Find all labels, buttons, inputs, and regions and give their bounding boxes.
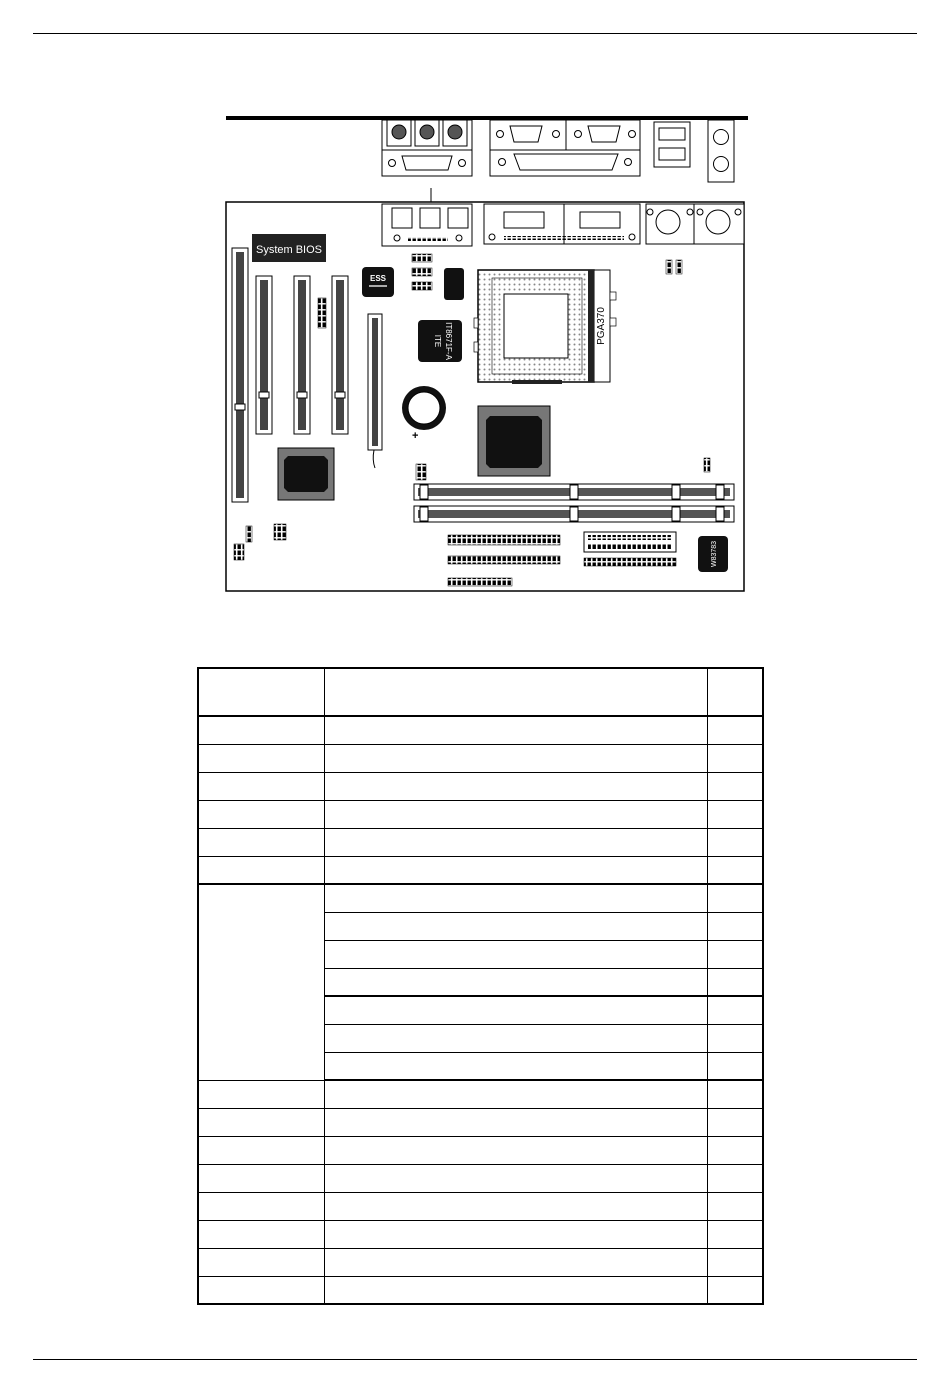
header-block [412, 254, 432, 262]
table-cell-function [324, 968, 707, 996]
system-bios-chip [252, 234, 326, 262]
bios-label: System BIOS [255, 244, 323, 256]
table-cell-connector [198, 1248, 324, 1276]
table-cell-page [707, 1220, 763, 1248]
small-chip [444, 268, 464, 300]
table-cell-connector [198, 1136, 324, 1164]
table-cell-function [324, 1024, 707, 1052]
table-cell-function [324, 1136, 707, 1164]
table-cell-function [324, 716, 707, 744]
table-row [198, 716, 763, 744]
table-cell-page [707, 1024, 763, 1052]
ide-connector [448, 556, 560, 564]
table-cell-page [707, 1192, 763, 1220]
table-cell-function [324, 1192, 707, 1220]
table-cell-page [707, 884, 763, 912]
table-cell-page [707, 744, 763, 772]
header-block [318, 298, 326, 328]
usb-ps2-board [646, 204, 744, 244]
serial-ports-board [484, 204, 640, 244]
table-cell-connector [198, 1164, 324, 1192]
table-cell-connector [198, 668, 324, 716]
table-row [198, 856, 763, 884]
south-bridge-chip [278, 448, 334, 500]
ps2-ports-rear [708, 120, 734, 182]
table-cell-page [707, 716, 763, 744]
audio-jacks-board [382, 204, 472, 246]
table-cell-function [324, 828, 707, 856]
table-cell-page [707, 1080, 763, 1108]
table-cell-connector [198, 772, 324, 800]
table-row [198, 744, 763, 772]
jumper [676, 260, 682, 274]
connector-table [197, 667, 764, 1305]
table-cell-page [707, 1164, 763, 1192]
table-cell-function [324, 772, 707, 800]
header-block [412, 282, 432, 290]
table-cell-function [324, 1276, 707, 1304]
table-cell-function [324, 668, 707, 716]
table-cell-page [707, 1108, 763, 1136]
table-row [198, 1164, 763, 1192]
table-cell-connector [198, 800, 324, 828]
battery-polarity-mark: + [412, 430, 419, 442]
header-rule [33, 33, 917, 34]
socket-label: PGA370 [596, 307, 607, 345]
table-header-row [198, 668, 763, 716]
connector-table-body [198, 668, 763, 1304]
table-cell-connector [198, 856, 324, 884]
io-chip-label-1: ITE [433, 334, 442, 348]
pci-slot [294, 276, 310, 434]
table-cell-function [324, 744, 707, 772]
north-bridge-chip [478, 406, 550, 476]
back-panel-bar [226, 116, 748, 120]
pci-slot [332, 276, 348, 434]
table-row [198, 1276, 763, 1304]
ide-connector [448, 535, 560, 545]
cpu-socket [474, 270, 616, 384]
table-cell-function [324, 884, 707, 912]
table-cell-page [707, 1052, 763, 1080]
table-row [198, 828, 763, 856]
audio-chip-label: ESS [369, 274, 387, 283]
audio-chip [362, 267, 394, 297]
dimm-slot [414, 506, 734, 522]
isa-slot [232, 248, 248, 502]
table-row [198, 1136, 763, 1164]
hw-monitor-label: W83783 [711, 540, 718, 568]
table-row [198, 1248, 763, 1276]
table-cell-page [707, 968, 763, 996]
table-cell-page [707, 828, 763, 856]
table-cell-function [324, 1164, 707, 1192]
table-row [198, 1220, 763, 1248]
agp-slot [368, 314, 382, 468]
table-cell-function [324, 1220, 707, 1248]
jumper [704, 458, 710, 472]
table-row [198, 1108, 763, 1136]
motherboard-layout-diagram [222, 112, 750, 596]
table-row [198, 1192, 763, 1220]
table-row [198, 1080, 763, 1108]
hardware-monitor-chip [698, 536, 728, 572]
header-block [412, 268, 432, 276]
dimm-slot [414, 484, 734, 500]
table-row [198, 884, 763, 912]
io-controller-chip [418, 320, 462, 362]
table-cell-function [324, 856, 707, 884]
table-cell-page [707, 1248, 763, 1276]
table-row [198, 800, 763, 828]
table-cell-connector [198, 716, 324, 744]
audio-jacks-rear [382, 120, 472, 150]
table-cell-page [707, 1276, 763, 1304]
floppy-connector [448, 578, 512, 586]
table-cell-function [324, 996, 707, 1024]
jumper [274, 524, 286, 540]
serial-ports-rear [490, 120, 640, 150]
table-row [198, 772, 763, 800]
jumper [234, 544, 244, 560]
table-cell-connector [198, 1080, 324, 1108]
table-cell-connector [198, 884, 324, 1080]
table-cell-function [324, 1052, 707, 1080]
game-port-rear [382, 150, 472, 176]
footer-rule [33, 1359, 917, 1360]
table-cell-function [324, 800, 707, 828]
table-cell-page [707, 772, 763, 800]
table-cell-connector [198, 828, 324, 856]
power-connector [584, 532, 676, 552]
table-cell-page [707, 912, 763, 940]
table-cell-function [324, 1080, 707, 1108]
usb-ports-rear [654, 122, 690, 167]
parallel-port-rear [490, 150, 640, 176]
jumper [666, 260, 672, 274]
table-cell-page [707, 996, 763, 1024]
table-cell-page [707, 856, 763, 884]
table-cell-function [324, 1248, 707, 1276]
table-cell-function [324, 912, 707, 940]
front-panel-header [584, 558, 676, 566]
table-cell-page [707, 668, 763, 716]
table-cell-connector [198, 1276, 324, 1304]
table-cell-connector [198, 1108, 324, 1136]
fan-header [416, 464, 426, 480]
table-cell-function [324, 940, 707, 968]
table-cell-connector [198, 744, 324, 772]
table-cell-connector [198, 1192, 324, 1220]
io-chip-label-2: IT8671F-A [444, 322, 453, 360]
jumper [246, 526, 252, 542]
table-cell-page [707, 800, 763, 828]
pci-slot [256, 276, 272, 434]
table-cell-function [324, 1108, 707, 1136]
table-cell-page [707, 1136, 763, 1164]
table-cell-page [707, 940, 763, 968]
table-cell-connector [198, 1220, 324, 1248]
